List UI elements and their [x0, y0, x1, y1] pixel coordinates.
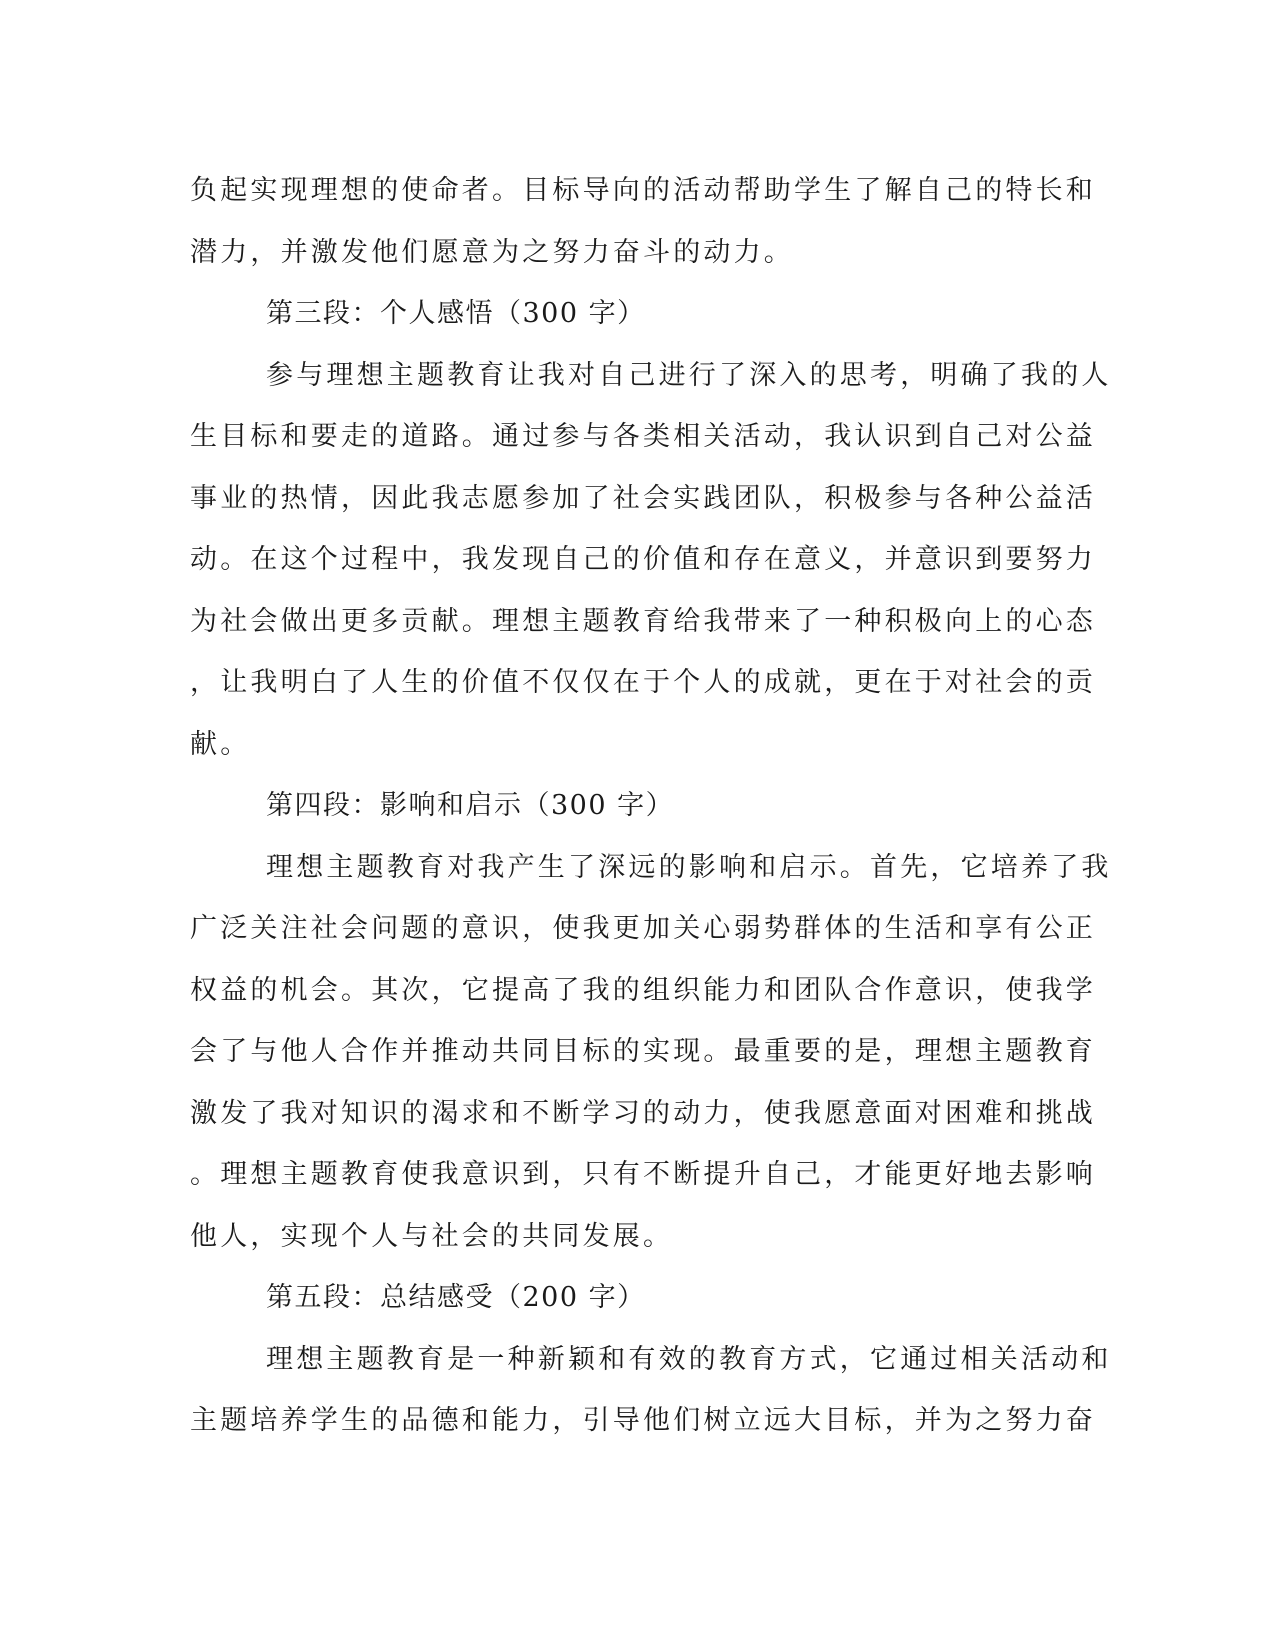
- paragraph-start-line: 理想主题教育对我产生了深远的影响和启示。首先，它培养了我: [266, 851, 1112, 883]
- section-heading-3: 第三段：个人感悟（300 字）: [266, 298, 646, 329]
- body-line: 。理想主题教育使我意识到，只有不断提升自己，才能更好地去影响: [190, 1159, 1096, 1190]
- body-line: 他人，实现个人与社会的共同发展。: [190, 1220, 674, 1252]
- section-heading-4: 第四段：影响和启示（300 字）: [266, 790, 675, 821]
- body-line: 事业的热情，因此我志愿参加了社会实践团队，积极参与各种公益活: [190, 482, 1096, 514]
- body-line: ，让我明白了人生的价值不仅仅在于个人的成就，更在于对社会的贡: [190, 667, 1096, 698]
- section-heading-5: 第五段：总结感受（200 字）: [266, 1282, 646, 1313]
- body-line: 激发了我对知识的渴求和不断学习的动力，使我愿意面对困难和挑战: [190, 1097, 1096, 1129]
- body-line: 生目标和要走的道路。通过参与各类相关活动，我认识到自己对公益: [190, 421, 1096, 452]
- paragraph-start-line: 理想主题教育是一种新颖和有效的教育方式，它通过相关活动和: [266, 1343, 1112, 1375]
- body-line: 广泛关注社会问题的意识，使我更加关心弱势群体的生活和享有公正: [190, 913, 1096, 944]
- paragraph-start-line: 参与理想主题教育让我对自己进行了深入的思考，明确了我的人: [266, 359, 1112, 391]
- body-line: 潜力，并激发他们愿意为之努力奋斗的动力。: [190, 236, 794, 268]
- body-line: 负起实现理想的使命者。目标导向的活动帮助学生了解自己的特长和: [190, 175, 1096, 206]
- body-line: 会了与他人合作并推动共同目标的实现。最重要的是，理想主题教育: [190, 1036, 1096, 1067]
- document-body: [190, 160, 1112, 1452]
- body-line: 主题培养学生的品德和能力，引导他们树立远大目标，并为之努力奋: [190, 1405, 1096, 1436]
- body-line: 动。在这个过程中，我发现自己的价值和存在意义，并意识到要努力: [190, 544, 1096, 575]
- body-line: 为社会做出更多贡献。理想主题教育给我带来了一种积极向上的心态: [190, 605, 1096, 637]
- body-line: 献。: [190, 728, 251, 760]
- body-line: 权益的机会。其次，它提高了我的组织能力和团队合作意识，使我学: [190, 974, 1096, 1006]
